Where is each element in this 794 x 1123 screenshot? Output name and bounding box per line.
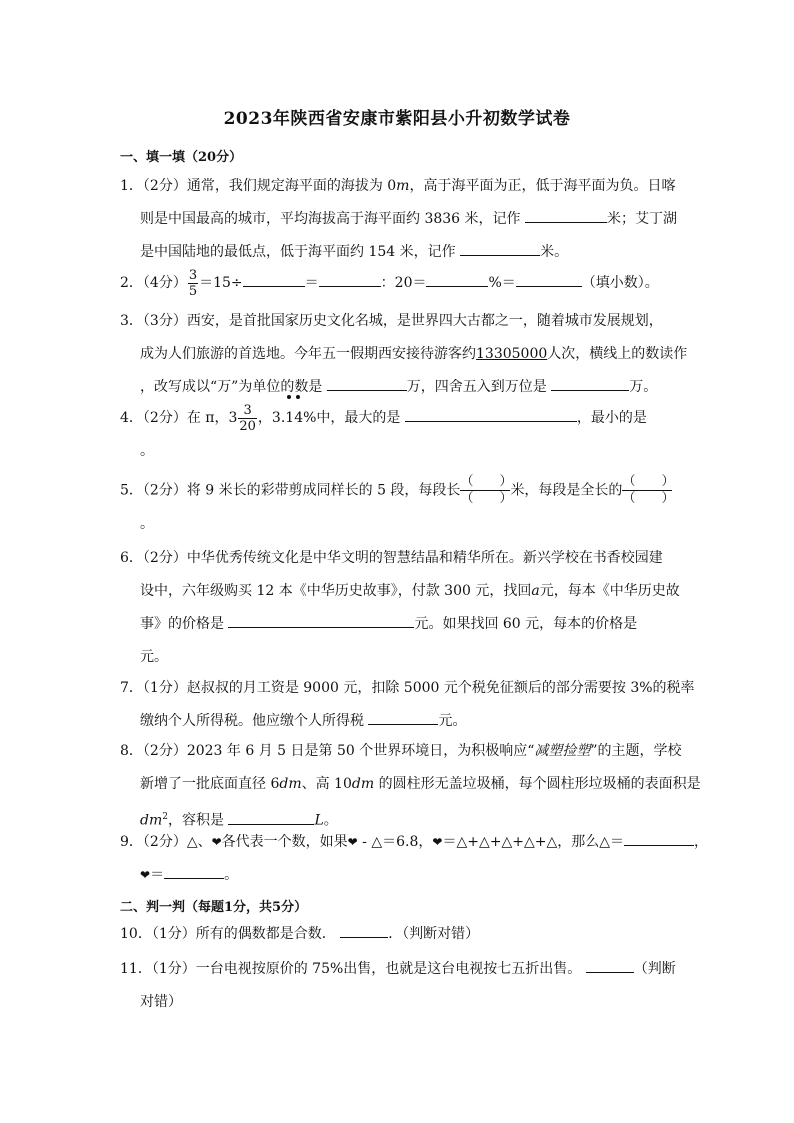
section-1-heading: 一、填一填（20分） (120, 150, 243, 165)
answer-blank[interactable] (586, 958, 634, 973)
fraction-blank[interactable]: $\frac{( )}{( )}$ (460, 474, 513, 506)
answer-blank[interactable] (405, 407, 577, 422)
question-11: 11．（1分）一台电视按原价的 75%出售，也就是这台电视按七五折出售。 （判断 对错） (120, 953, 680, 1019)
answer-blank[interactable] (525, 208, 607, 223)
question-6: 6．（2分）中华优秀传统文化是中华文明的智慧结晶和精华所在。新兴学校在书香校园建 设中，六年级购买 12 本《中华历史故事》，付款 300 元，找回a元，每本《中华历史故 事》的价格是 元。如果找回 60 元，每本的价格是 元。 (120, 550, 680, 665)
answer-blank[interactable] (460, 241, 540, 256)
answer-blank[interactable] (164, 864, 224, 879)
question-4: 4．（2分）在 π，3 $\frac{3}{20}$ ，3. 1 4%中，最大的是 ，最小的是 。 (120, 402, 680, 468)
answer-blank[interactable] (319, 272, 381, 287)
answer-blank[interactable] (228, 613, 414, 628)
answer-blank[interactable] (551, 376, 629, 391)
answer-blank[interactable] (426, 272, 488, 287)
section-2-heading: 二、判一判（每题1分，共5分） (120, 900, 308, 915)
fraction: $\frac{3}{5}$ (188, 267, 198, 299)
question-9: 9．（2分）△、❤各代表一个数，如果❤ - △＝6.8，❤＝△+△+△+△+△，那么△＝ ， ❤＝ 。 (120, 826, 680, 892)
heart-icon: ❤ (140, 868, 151, 882)
answer-blank[interactable] (368, 710, 438, 725)
question-10: 10．（1分）所有的偶数都是合数． ．（判断对错） (120, 918, 680, 951)
fraction-blank[interactable]: $\frac{( )}{( )}$ (622, 474, 675, 506)
heart-icon: ❤ (211, 835, 222, 849)
fraction: $\frac{3}{20}$ (239, 402, 256, 434)
exam-title: 2023年陕西省安康市紫阳县小升初数学试卷 (223, 109, 571, 129)
heart-icon: ❤ (432, 835, 443, 849)
answer-blank[interactable] (624, 831, 694, 846)
answer-blank[interactable] (243, 272, 305, 287)
answer-blank[interactable] (516, 272, 582, 287)
question-1: 1．（2分）通常，我们规定海平面的海拔为 0m，高于海平面为正，低于海平面为负。日喀 则是中国最高的城市，平均海拔高于海平面约 3836 米，记作 米；艾丁湖 是中国陆地的最低点，低于海平面约 154 米，记作 米。 (120, 178, 677, 260)
answer-blank[interactable] (327, 376, 407, 391)
question-7: 7．（1分）赵叔叔的月工资是 9000 元，扣除 5000 元个税免征额后的部分需要按 3%的税率 缴纳个人所得税。他应缴个人所得税 元。 (120, 680, 695, 729)
question-8: 8．（2分）2023 年 6 月 5 日是第 50 个世界环境日，为积极响应“减塑捡塑”的主题，学校 新增了一批底面直径 6dm、高 10dm 的圆柱形无盖垃圾桶，每个圆柱形垃圾桶的表面积是 $dm^2$，容积是 L。 (120, 743, 701, 829)
answer-blank[interactable] (228, 810, 314, 825)
question-3: 3．（3分）西安，是首批国家历史文化名城，是世界四大古都之一，随着城市发展规划， 成为人们旅游的首选地。今年五一假期西安接待游客约13305000人次，横线上的数读作 ，改写成以“万”为单位的数是 万，四舍五入到万位是 万。 (120, 313, 688, 395)
heart-icon: ❤ (347, 835, 358, 849)
question-5: 5．（2分）将 9 米长的彩带剪成同样长的 5 段，每段长 $\frac{( )}{( )}$ 米，每段是全长的 $\frac{( )}{( )}$ 。 (120, 474, 675, 532)
question-2: 2．（4分） $\frac{3}{5}$ ＝15÷ ＝ ：20＝ %＝ （填小数）。 (120, 267, 659, 299)
answer-blank[interactable] (340, 923, 388, 938)
